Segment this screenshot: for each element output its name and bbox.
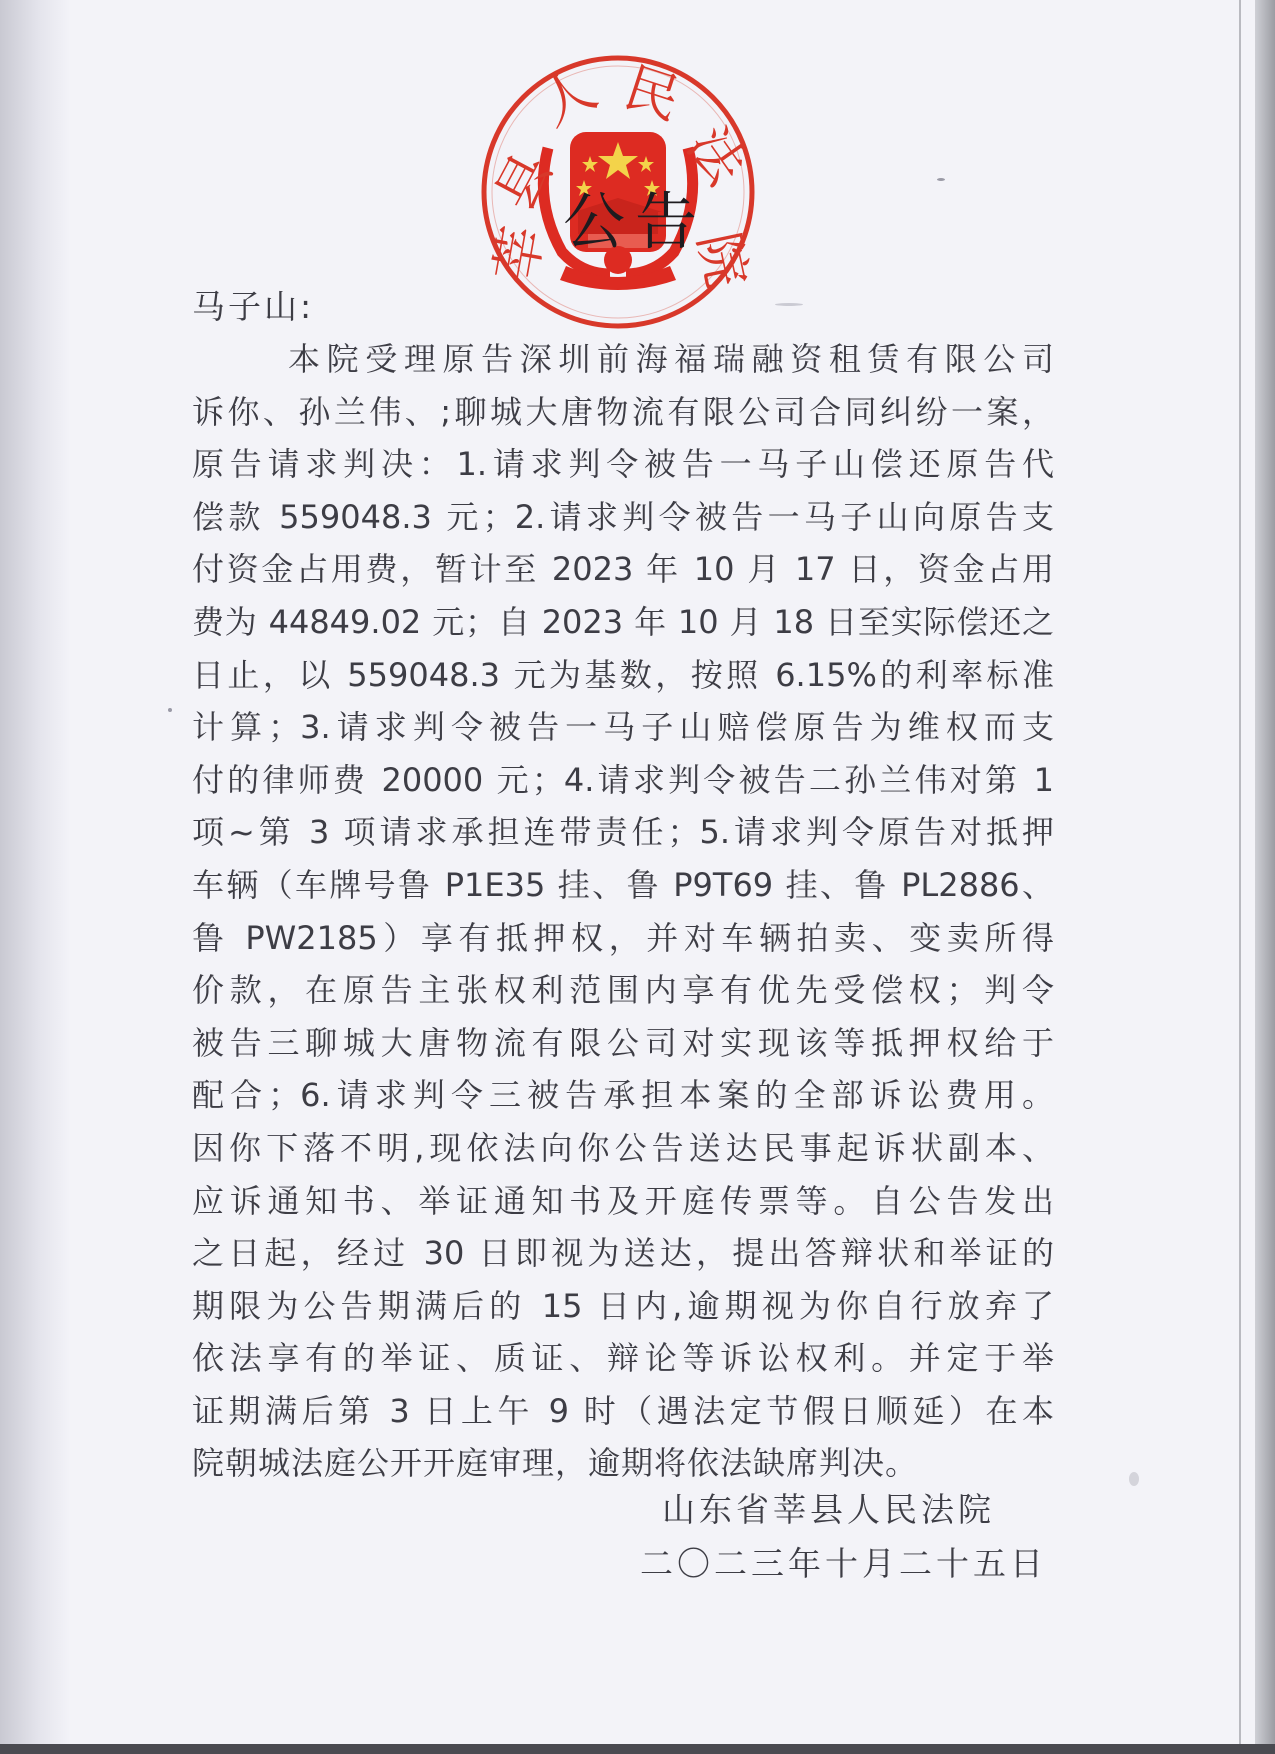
body-line: 价款，在原告主张权利范围内享有优先受偿权；判令 (192, 971, 1054, 1010)
body-line: 院朝城法庭公开开庭审理，逾期将依法缺席判决。 (192, 1444, 919, 1483)
body-line: 鲁 PW2185）享有抵押权，并对车辆拍卖、变卖所得 (192, 918, 1054, 957)
body-line: 项~第 3 项请求承担连带责任；5.请求判令原告对抵押 (192, 813, 1054, 852)
body-line: 日止，以 559048.3 元为基数，按照 6.15%的利率标准 (192, 655, 1054, 694)
scan-speck (168, 708, 172, 712)
scan-shadow-left (0, 0, 70, 1754)
court-name: 山东省莘县人民法院 (662, 1490, 995, 1529)
body-line: 证期满后第 3 日上午 9 时（遇法定节假日顺延）在本 (192, 1391, 1054, 1430)
body-line: 本院受理原告深圳前海福瑞融资租赁有限公司 (288, 340, 1054, 378)
seal-char: 县 (483, 143, 565, 221)
notice-title: 公告 (563, 185, 708, 258)
body-line: 车辆（车牌号鲁 P1E35 挂、鲁 P9T69 挂、鲁 PL2886、 (192, 865, 1054, 904)
scan-speck (1129, 1472, 1139, 1486)
body-line: 原告请求判决：1.请求判令被告一马子山偿还原告代 (192, 445, 1054, 484)
body-line: 期限为公告期满后的 15 日内,逾期视为你自行放弃了 (192, 1286, 1054, 1325)
scan-shadow-right (1255, 0, 1275, 1754)
body-line: 诉你、孙兰伟、;聊城大唐物流有限公司合同纠纷一案， (192, 392, 1054, 431)
body-line: 付资金占用费，暂计至 2023 年 10 月 17 日，资金占用 (192, 550, 1054, 589)
body-line: 因你下落不明,现依法向你公告送达民事起诉状副本、 (192, 1128, 1054, 1167)
seal-char: 莘 (483, 221, 556, 286)
seal-char: 院 (686, 226, 759, 293)
body-line: 被告三聊城大唐物流有限公司对实现该等抵押权给于 (192, 1023, 1054, 1062)
scan-bottom-edge (0, 1744, 1275, 1754)
notice-body (192, 333, 1054, 1490)
body-line: 偿款 559048.3 元；2.请求判令被告一马子山向原告支 (192, 497, 1054, 536)
scan-speck (775, 303, 803, 306)
body-line: 配合；6.请求判令三被告承担本案的全部诉讼费用。 (192, 1076, 1054, 1115)
body-line: 之日起，经过 30 日即视为送达，提出答辩状和举证的 (192, 1234, 1054, 1273)
recipient-name: 马子山: (192, 287, 315, 326)
signature-block (640, 1483, 1060, 1591)
seal-char: 人 (529, 57, 607, 139)
body-line: 费为 44849.02 元；自 2023 年 10 月 18 日至实际偿还之 (192, 602, 1054, 641)
scan-speck (937, 178, 945, 181)
page-fold-line (1239, 0, 1241, 1754)
body-line: 计算；3.请求判令被告一马子山赔偿原告为维权而支 (192, 708, 1054, 747)
body-line: 应诉通知书、举证通知书及开庭传票等。自公告发出 (192, 1181, 1054, 1220)
seal-char: 民 (616, 55, 688, 132)
body-line: 依法享有的举证、质证、辩论等诉讼权利。并定于举 (192, 1339, 1054, 1378)
seal-char: 法 (675, 115, 758, 196)
body-line: 付的律师费 20000 元；4.请求判令被告二孙兰伟对第 1 (192, 760, 1054, 799)
notice-date: 二〇二三年十月二十五日 (640, 1544, 1047, 1583)
